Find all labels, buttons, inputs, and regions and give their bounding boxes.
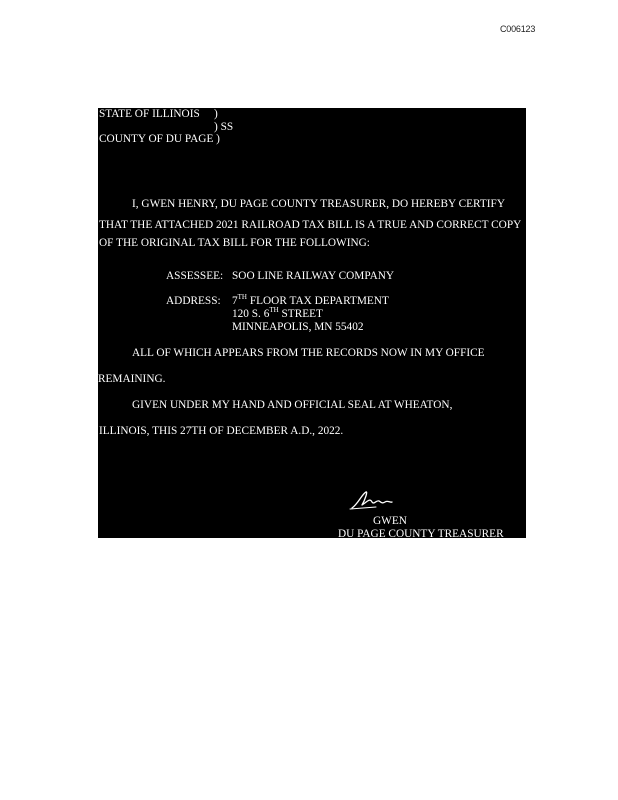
assessee-label: ASSESSEE:: [166, 270, 224, 282]
assessee-value: SOO LINE RAILWAY COMPANY: [232, 270, 395, 282]
given-line-1: GIVEN UNDER MY HAND AND OFFICIAL SEAL AT WHEATON,: [132, 399, 453, 411]
venue-county: COUNTY OF DU PAGE ): [99, 133, 220, 145]
given-line-2: ILLINOIS, THIS 27TH OF DECEMBER A.D., 2022.: [99, 425, 344, 437]
records-line-1: ALL OF WHICH APPEARS FROM THE RECORDS NOW IN MY OFFICE: [132, 347, 485, 359]
certify-line-2: THAT THE ATTACHED 2021 RAILROAD TAX BILL IS A TRUE AND CORRECT COPY: [99, 219, 522, 231]
venue-ss: ) SS: [214, 121, 234, 133]
certificate-panel: [98, 108, 526, 538]
certify-line-3: OF THE ORIGINAL TAX BILL FOR THE FOLLOWING:: [99, 237, 370, 249]
address-line-1: 7TH FLOOR TAX DEPARTMENT: [232, 293, 389, 307]
signature-mark: [348, 488, 398, 512]
address-line-3: MINNEAPOLIS, MN 55402: [232, 321, 364, 333]
address-line-2: 120 S. 6TH STREET: [232, 306, 323, 320]
venue-state: STATE OF ILLINOIS: [99, 108, 200, 120]
certify-line-1: I, GWEN HENRY, DU PAGE COUNTY TREASURER, DO HEREBY CERTIFY: [132, 198, 505, 210]
document-id: C006123: [500, 24, 536, 34]
signatory-name: GWEN: [373, 515, 407, 527]
address-label: ADDRESS:: [166, 295, 221, 307]
signatory-title: DU PAGE COUNTY TREASURER: [338, 528, 504, 540]
venue-state-paren: ): [214, 108, 218, 120]
records-line-2: REMAINING.: [98, 373, 166, 385]
